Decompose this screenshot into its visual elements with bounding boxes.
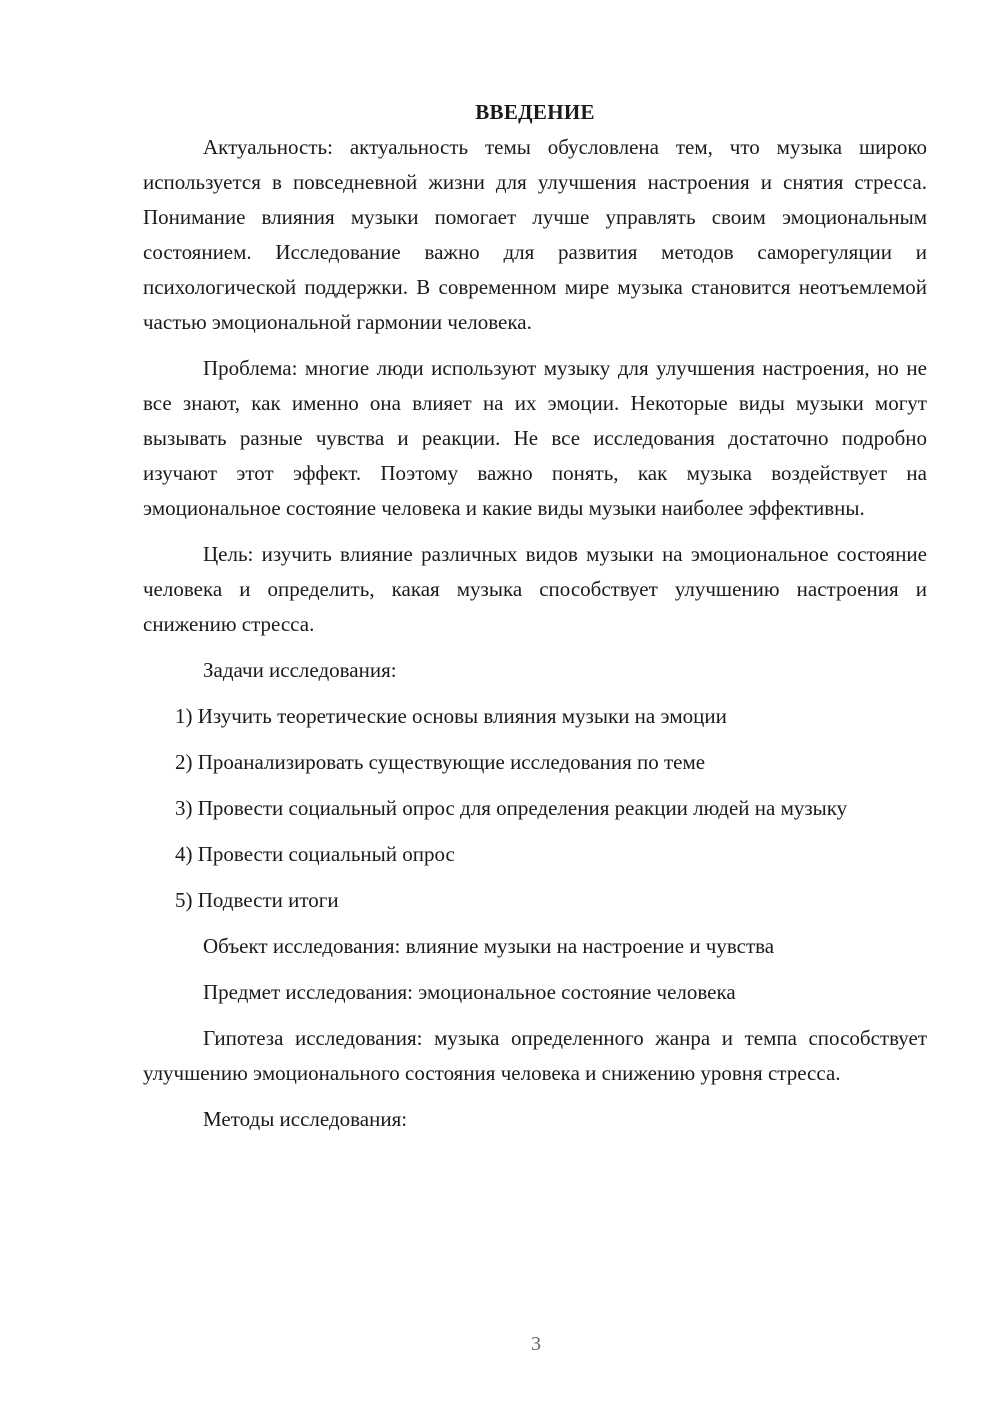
object-paragraph: Объект исследования: влияние музыки на настроение и чувства bbox=[203, 934, 775, 958]
subject-paragraph: Предмет исследования: эмоциональное состояние человека bbox=[203, 980, 736, 1004]
tasks-heading: Задачи исследования: bbox=[203, 658, 397, 682]
hypothesis-paragraph: Гипотеза исследования: музыка определенного жанра и темпа способствует улучшению эмоционального состояния человека и снижению уровня стресса. bbox=[143, 1026, 927, 1085]
list-item: 3) Провести социальный опрос для определения реакции людей на музыку bbox=[175, 796, 848, 820]
goal-paragraph: Цель: изучить влияние различных видов музыки на эмоциональное состояние человека и определить, какая музыка способствует улучшению настроения и снижению стресса. bbox=[143, 542, 927, 636]
list-item: 4) Провести социальный опрос bbox=[175, 842, 455, 866]
page-number: 3 bbox=[531, 1333, 541, 1355]
problem-paragraph: Проблема: многие люди используют музыку для улучшения настроения, но не все знают, как именно она влияет на их эмоции. Некоторые виды музыки могут вызывать разные чувства и реакции. Не все исследования достаточно подробно изучают этот эффект. Поэтому важно понять, как музыка воздействует на эмоциональное состояние человека и какие виды музыки наиболее эффективны. bbox=[143, 356, 927, 520]
methods-heading: Методы исследования: bbox=[203, 1107, 408, 1131]
relevance-paragraph: Актуальность: актуальность темы обусловлена тем, что музыка широко используется в повседневной жизни для улучшения настроения и снятия стресса. Понимание влияния музыки помогает лучше управлять своим эмоциональным состоянием. Исследование важно для развития методов саморегуляции и психологической поддержки. В современном мире музыка становится неотъемлемой частью эмоциональной гармонии человека. bbox=[143, 135, 927, 334]
tasks-list bbox=[143, 699, 927, 918]
list-item: 2) Проанализировать существующие исследования по теме bbox=[175, 750, 706, 774]
list-item: 1) Изучить теоретические основы влияния музыки на эмоции bbox=[175, 704, 727, 728]
list-item: 5) Подвести итоги bbox=[175, 888, 339, 912]
page-title: ВВЕДЕНИЕ bbox=[475, 100, 595, 124]
page-content bbox=[143, 95, 927, 1137]
